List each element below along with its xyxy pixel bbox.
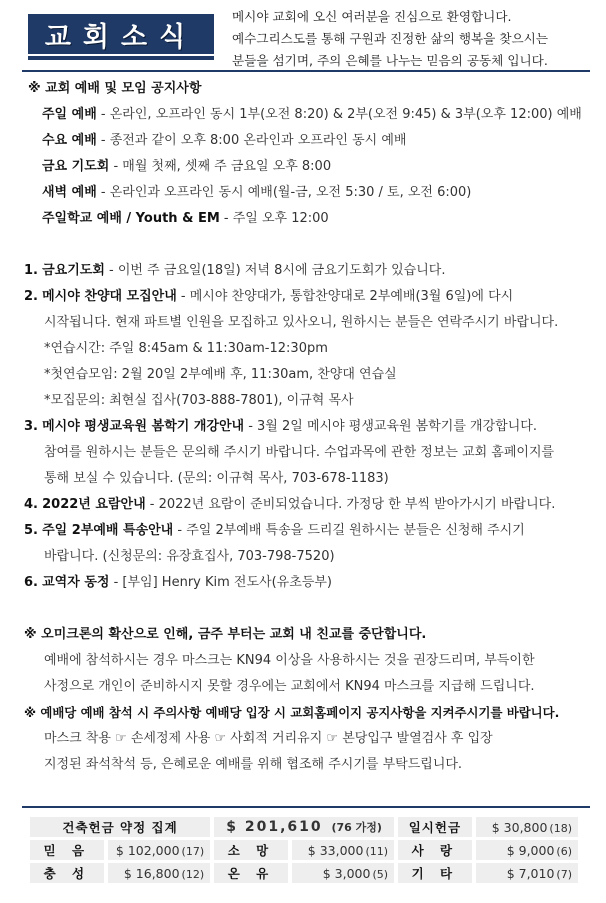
news-continuation: 시작됩니다. 현재 파트별 인원을 모집하고 있사오니, 원하시는 분들은 연락주시기 바랍니다. [44,315,559,330]
fund-amount-count: (12) [181,867,205,881]
fund-amount-value: $ 30,800 [491,819,548,835]
worship-item-label: 새벽 예배 [42,185,97,200]
worship-item [42,106,582,124]
news-item [24,574,332,592]
fund-label: 일시헌금 [398,817,472,837]
news-label: 메시야 찬양대 모집안내 [42,289,177,304]
news-text: - 3월 2일 메시야 평생교육원 봄학기를 개강합니다. [244,419,537,434]
worship-item [42,158,331,176]
fund-amount [108,840,211,860]
news-continuation: 참여를 원하시는 분들은 문의해 주시기 바랍니다. 수업과목에 관한 정보는 교회 홈페이지를 [44,445,555,460]
building-fund-table [26,814,582,886]
fund-total [214,817,394,837]
news-item [24,496,555,514]
news-text: - [부임] Henry Kim 전도사(유초등부) [109,575,332,590]
notice-heading: ※ 오미크론의 확산으로 인해, 금주 부터는 교회 내 친교를 중단합니다. [24,627,427,642]
worship-item-label: 주일 예배 [42,107,97,122]
news-continuation: *첫연습모임: 2월 20일 2부예배 후, 11:30am, 찬양대 연습실 [44,367,397,382]
intro-line: 메시야 교회에 오신 여러분을 진심으로 환영합니다. [232,9,512,24]
notice-line: 지정된 좌석착석 등, 은혜로운 예배를 위해 협조해 주시기를 부탁드립니다. [44,757,463,772]
fund-amount-count: (17) [181,844,205,858]
fund-total-amount: $ 201,610 [226,819,323,835]
news-label: 2022년 요람안내 [42,497,146,512]
news-label: 메시야 평생교육원 봄학기 개강안내 [42,419,245,434]
news-item [24,522,525,540]
fund-label: 믿 음 [30,840,104,860]
worship-item-label: 수요 예배 [42,133,97,148]
worship-item-label: 금요 기도회 [42,159,110,174]
section-title: 교회소식 [28,14,214,54]
news-number: 3. [24,419,38,434]
fund-amount-count: (11) [365,844,389,858]
fund-label: 소 망 [214,840,288,860]
worship-item-text: - 온라인과 오프라인 동시 예배(월-금, 오전 5:30 / 토, 오전 6:00) [96,185,472,200]
fund-total-count: (76 가정) [331,821,382,834]
notice-heading: ※ 예배당 예배 참석 시 주의사항 예배당 입장 시 교회홈페이지 공지사항을 지켜주시기를 바랍니다. [24,705,560,720]
news-continuation: *모집문의: 최현실 집사(703-888-7801), 이규혁 목사 [44,393,354,408]
fund-amount-value: $ 16,800 [123,865,180,881]
fund-amount-value: $ 7,010 [506,865,555,881]
news-item [24,288,513,306]
table-row [30,863,578,883]
worship-heading: ※ 교회 예배 및 모임 공지사항 [28,81,202,96]
fund-divider [22,806,590,808]
worship-item-text: - 주일 오후 12:00 [219,211,329,226]
fund-amount-count: (6) [556,844,572,858]
news-label: 금요기도회 [42,263,105,278]
fund-amount [476,817,578,837]
news-number: 6. [24,575,38,590]
news-item [24,262,445,280]
news-item [24,418,537,436]
intro-line: 분들을 섬기며, 주의 은혜를 나누는 믿음의 공동체 입니다. [232,53,548,68]
worship-item-label: 주일학교 예배 / Youth & EM [42,211,220,226]
fund-amount-value: $ 3,000 [322,865,371,881]
news-number: 4. [24,497,38,512]
title-underline [28,56,214,60]
news-continuation: *연습시간: 주일 8:45am & 11:30am-12:30pm [44,341,328,356]
worship-item-text: - 온라인, 오프라인 동시 1부(오전 8:20) & 2부(오전 9:45) & 3부(오후 12:00) 예배 [96,107,582,122]
fund-amount-value: $ 102,000 [115,842,180,858]
fund-amount [476,863,578,883]
intro-text [232,6,592,72]
fund-amount-count: (18) [549,821,572,835]
fund-amount [292,840,394,860]
fund-amount-value: $ 9,000 [506,842,555,858]
news-number: 2. [24,289,38,304]
worship-item-text: - 종전과 같이 오후 8:00 온라인과 오프라인 동시 예배 [96,133,407,148]
news-text: - 메시야 찬양대가, 통합찬양대로 2부예배(3월 6일)에 다시 [176,289,514,304]
worship-item [42,210,329,228]
news-label: 교역자 동정 [42,575,110,590]
news-text: - 2022년 요람이 준비되었습니다. 가정당 한 부씩 받아가시기 바랍니다. [145,497,556,512]
intro-line: 예수그리스도를 통해 구원과 진정한 삶의 행복을 찾으시는 [232,31,548,46]
bulletin-header [0,0,606,78]
table-row [30,840,578,860]
fund-amount [108,863,211,883]
news-continuation: 통해 보실 수 있습니다. (문의: 이규혁 목사, 703-678-1183) [44,471,389,486]
news-text: - 주일 2부예배 특송을 드리길 원하시는 분들은 신청해 주시기 [173,523,525,538]
fund-amount [292,863,394,883]
table-row [30,817,578,837]
fund-amount-count: (5) [372,867,389,881]
worship-item [42,132,406,150]
fund-label: 충 성 [30,863,104,883]
notice-line: 사정으로 개인이 준비하시지 못할 경우에는 교회에서 KN94 마스크를 지급해 드립니다. [44,679,535,694]
news-continuation: 바랍니다. (신청문의: 유장효집사, 703-798-7520) [44,549,335,564]
fund-amount-count: (7) [556,867,572,881]
worship-item [42,184,471,202]
worship-item-text: - 매월 첫째, 셋째 주 금요일 오후 8:00 [109,159,332,174]
news-number: 5. [24,523,38,538]
fund-label: 온 유 [214,863,288,883]
fund-heading: 건축헌금 약정 집계 [30,817,210,837]
fund-amount-value: $ 33,000 [307,842,364,858]
fund-amount [476,840,578,860]
news-number: 1. [24,263,38,278]
fund-label: 사 랑 [398,840,472,860]
notice-line: 마스크 착용 ☞ 손세정제 사용 ☞ 사회적 거리유지 ☞ 본당입구 발열검사 후 입장 [44,731,493,746]
news-label: 주일 2부예배 특송안내 [42,523,174,538]
notice-line: 예배에 참석하시는 경우 마스크는 KN94 이상을 사용하시는 것을 권장드리며, 부득이한 [44,653,535,668]
header-divider [22,70,590,72]
fund-label: 기 타 [398,863,472,883]
news-text: - 이번 주 금요일(18일) 저녁 8시에 금요기도회가 있습니다. [104,263,446,278]
